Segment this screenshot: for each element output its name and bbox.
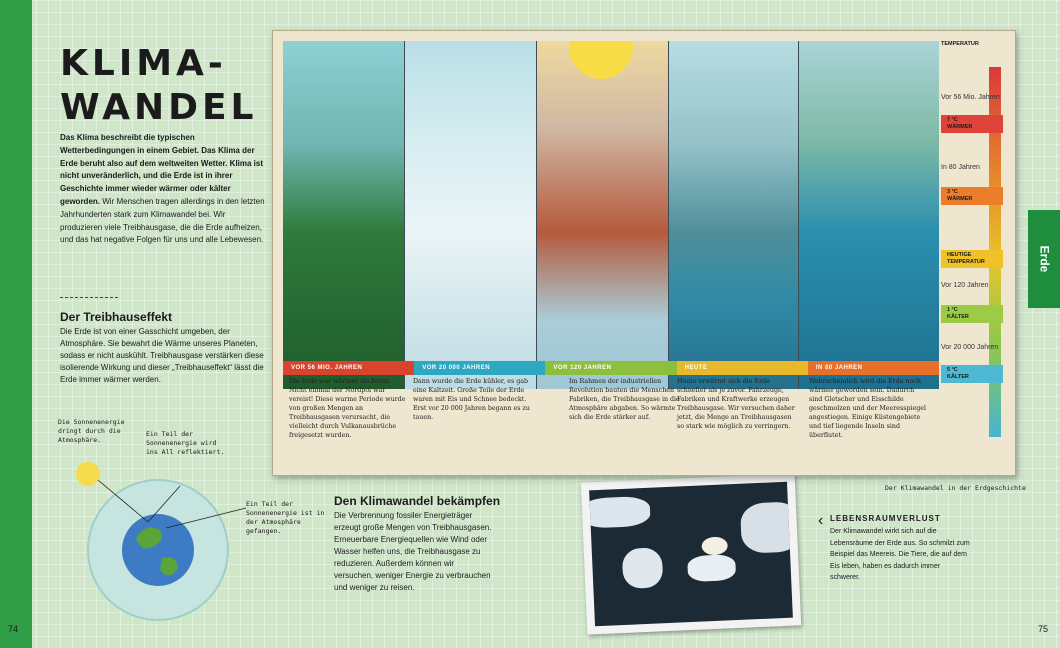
- era-text-3: Heute erwärmt sich die Erde schneller als je zuvor. Fahrzeuge, Fabriken und Kraftwerke erzeugen Treibhausgase. Wir versuchen daher jetzt, die Menge an Treibhausgasen so stark wie möglich zu verringern.: [677, 378, 795, 430]
- chapter-tab[interactable]: [1028, 210, 1060, 308]
- era-label-bar: [283, 361, 939, 375]
- note-sun-energy: Die Sonnenenergie dringt durch die Atmosphäre.: [58, 418, 125, 444]
- era-scene-paleocene: [283, 41, 405, 389]
- temp-when-3: Vor 120 Jahren: [941, 282, 989, 289]
- greenhouse-heading: Der Treibhauseffekt: [60, 310, 173, 324]
- era-label-4: IN 80 JAHREN: [808, 361, 939, 375]
- era-label-1: VOR 20 000 JAHREN: [414, 361, 545, 375]
- era-label-0: VOR 56 MIO. JAHREN: [283, 361, 414, 375]
- page-number-left: 74: [8, 624, 19, 634]
- fight-heading: Den Klimawandel bekämpfen: [334, 494, 501, 508]
- era-text-1: Dann wurde die Erde kühler, es gab eine Kaltzeit. Große Teile der Erde waren mit Eis und Schnee bedeckt. Erst vor 20 000 Jahren begann es zu tauen.: [413, 378, 530, 421]
- title-line-1: KLIMA-: [60, 43, 227, 84]
- polar-bear-photo: [581, 473, 801, 634]
- temp-badge-0: 7 °C WÄRMER: [941, 115, 1003, 133]
- page-number-right: 75: [1037, 624, 1048, 634]
- era-label-2: VOR 120 JAHREN: [545, 361, 676, 375]
- era-text-0: Die Erde war wärmer als heute. Nicht einmal der Nordpol war vereist! Diese warme Periode wurde von großen Mengen an Treibhausgasen verursacht, die vielleicht durch Vulkanausbrüche freigesetzt wurden.: [289, 378, 406, 439]
- era-text-2: Im Rahmen der industriellen Revolution bauten die Menschen Fabriken, die Treibhausgase in die Atmosphäre abgaben. So wärmte sich die Erde stärker auf.: [569, 378, 680, 421]
- era-text-4: Wahrscheinlich wird die Erde noch wärmer geworden sein. Dadurch sind Gletscher und Eisschilde geschmolzen und der Meeresspiegel angestiegen. Einige Küstengebiete und tief liegende Inseln sind überflutet.: [809, 378, 927, 439]
- sun-icon: [76, 462, 100, 486]
- temperature-header: TEMPERATUR: [941, 41, 979, 47]
- note-reflected: Ein Teil der Sonnenenergie wird ins All reflektiert.: [146, 430, 225, 456]
- fight-text: Die Verbrennung fossiler Energieträger erzeugt große Mengen von Treibhausgasen. Erneuerbare Energiequellen wie Wind oder Wasser helfen uns, die Treibhausgase zu reduzieren. Außerdem können wir versuchen, weniger Energie zu verbrauchen und weniger zu reisen.: [334, 511, 492, 592]
- temp-when-1: In 80 Jahren: [941, 164, 980, 171]
- habitat-arrow-icon: ‹: [818, 512, 824, 529]
- greenhouse-text: Die Erde ist von einer Gasschicht umgeben, der Atmosphäre. Sie bewahrt die Wärme unseres Planeten, sodass er nicht auskühlt. Treibhausgase verstärken diese isolierende Wirkung und dieser „Treibhauseffekt“ lässt die Erde immer wärmer werden.: [60, 327, 264, 384]
- era-scene-industrial: [537, 41, 669, 389]
- note-trapped: Ein Teil der Sonnenenergie ist in der Atmosphäre gefangen.: [246, 500, 325, 535]
- era-label-3: HEUTE: [677, 361, 808, 375]
- earth-icon: [122, 514, 194, 586]
- intro-text: [60, 132, 265, 247]
- timeline-frame: [272, 30, 1016, 476]
- chapter-tab-label: Erde: [1037, 245, 1051, 273]
- left-green-strip: [0, 0, 32, 648]
- habitat-text: Der Klimawandel wirkt sich auf die Lebensräume der Erde aus. So schmilzt zum Beispiel das Meereis. Die Tiere, die auf dem Eis leben, haben es dadurch immer schwerer.: [830, 528, 970, 581]
- habitat-heading: LEBENSRAUMVERLUST: [830, 514, 941, 523]
- page-title: [60, 42, 258, 130]
- temp-badge-2: HEUTIGE TEMPERATUR: [941, 250, 1003, 268]
- greenhouse-diagram: [70, 450, 260, 630]
- era-scene-future: [799, 41, 939, 389]
- section-divider: [60, 297, 118, 298]
- temp-badge-3: 1 °C KÄLTER: [941, 305, 1003, 323]
- era-scene-ice-age: [405, 41, 537, 389]
- timeline-caption: Der Klimawandel in der Erdgeschichte: [885, 484, 1026, 492]
- era-scene-today: [669, 41, 799, 389]
- temp-when-0: Vor 56 Mio. Jahren: [941, 94, 1000, 101]
- intro-regular: Wir Menschen tragen allerdings in den letzten Jahrhunderten stark zum Klimawandel bei. Wir produzieren viele Treibhausgase, die die Erde aufheizen, und das hat negative Folgen für uns und alle Lebewesen.: [60, 196, 265, 245]
- temp-badge-1: 3 °C WÄRMER: [941, 187, 1003, 205]
- intro-bold: Das Klima beschreibt die typischen Wetterbedingungen in einem Gebiet. Das Klima der Erde beruht also auf dem weltweiten Wetter. Klima ist nicht unveränderlich, und die Erde ist in ihrer Geschichte immer wieder wärmer oder kälter geworden.: [60, 133, 264, 206]
- title-line-2: WANDEL: [60, 87, 258, 128]
- temp-badge-4: 5 °C KÄLTER: [941, 365, 1003, 383]
- temp-when-4: Vor 20 000 Jahren: [941, 344, 999, 351]
- polar-bear-icon: [701, 536, 728, 555]
- timeline-illustration: [283, 41, 939, 389]
